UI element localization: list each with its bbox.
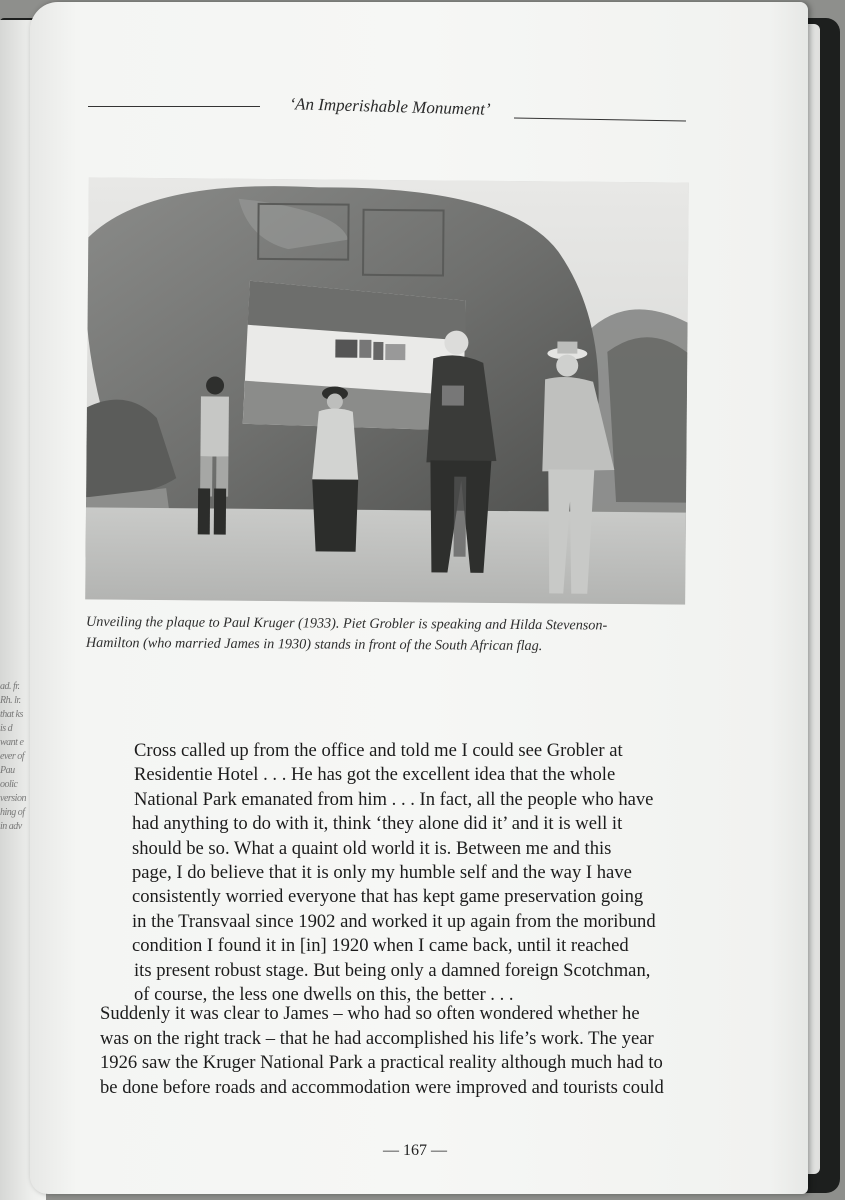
body-line: 1926 saw the Kruger National Park a practical reality although much had to xyxy=(100,1052,663,1074)
quote-line: of course, the less one dwells on this, the better . . . xyxy=(134,984,514,1006)
previous-page-text: ad. fr. Rh. lr. that ks is d want e ever of Pau oolic version hing of in adv xyxy=(0,681,26,832)
quote-line: National Park emanated from him . . . In fact, all the people who have xyxy=(134,788,654,810)
running-head: ‘An Imperishable Monument’ xyxy=(289,94,491,119)
body-line: Suddenly it was clear to James – who had so often wondered whether he xyxy=(100,1003,640,1024)
quote-line: consistently worried everyone that has kept game preservation going xyxy=(132,886,644,908)
quote-line: Cross called up from the office and told me I could see Grobler at xyxy=(134,740,623,761)
historical-photograph xyxy=(85,177,689,604)
page-number: — 167 — xyxy=(383,1142,447,1159)
body-line: was on the right track – that he had accomplished his life’s work. The year xyxy=(100,1027,654,1049)
photo-caption xyxy=(86,612,698,658)
quote-line: page, I do believe that it is only my humble self and the way I have xyxy=(132,862,632,884)
book-page xyxy=(30,2,808,1194)
caption-line: Unveiling the plaque to Paul Kruger (1933). Piet Grobler is speaking and Hilda Stevenson- xyxy=(86,613,608,634)
quote-line: should be so. What a quaint old world it is. Between me and this xyxy=(132,837,612,859)
quote-line: its present robust stage. But being only a damned foreign Scotchman, xyxy=(134,959,651,981)
body-line: be done before roads and accommodation were improved and tourists could xyxy=(100,1076,664,1098)
body-paragraph xyxy=(100,1002,700,1100)
quote-line: had anything to do with it, think ‘they alone did it’ and it is well it xyxy=(132,813,623,835)
header-rule-left xyxy=(88,106,260,107)
block-quote xyxy=(134,739,694,1007)
quote-line: condition I found it in [in] 1920 when I came back, until it reached xyxy=(132,935,629,957)
quote-line: Residentie Hotel . . . He has got the excellent idea that the whole xyxy=(134,764,616,786)
caption-line: Hamilton (who married James in 1930) stands in front of the South African flag. xyxy=(85,634,543,655)
quote-line: in the Transvaal since 1902 and worked it up again from the moribund xyxy=(132,910,656,932)
header-rule-right xyxy=(514,117,686,121)
